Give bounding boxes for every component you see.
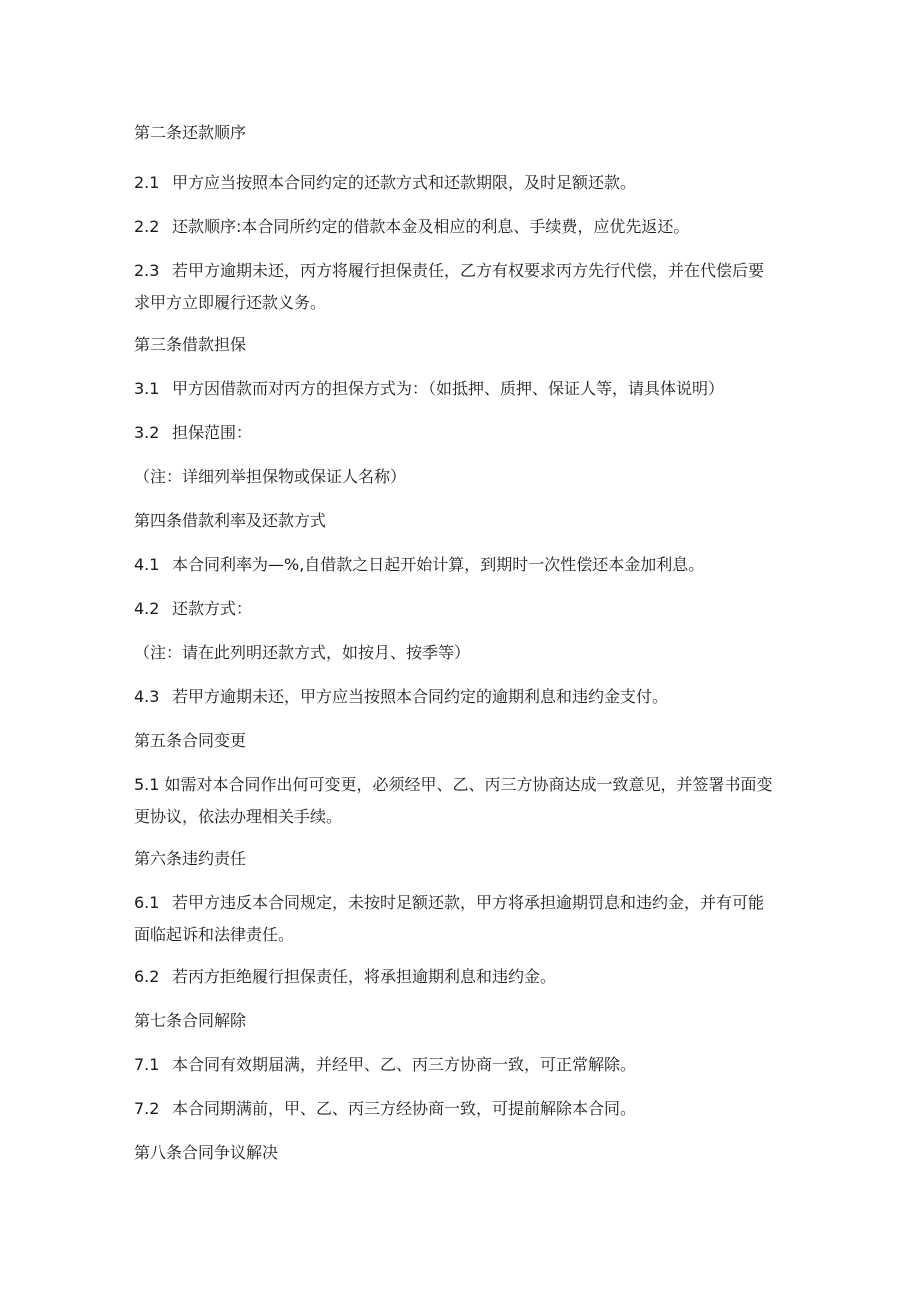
clause-number: 4.1 [134, 555, 160, 574]
clause-number: 2.3 [134, 261, 160, 280]
clause-7-1 [134, 1054, 636, 1076]
clause-6-2 [134, 966, 556, 988]
clause-4-1 [134, 554, 704, 576]
clause-text: 若甲方违反本合同规定，未按时足额还款，甲方将承担逾期罚息和违约金，并有可能面临起诉和法律责任。 [134, 893, 765, 944]
section-heading-7: 第七条合同解除 [134, 1011, 247, 1030]
clause-text: 还款顺序:本合同所约定的借款本金及相应的利息、手续费，应优先返还。 [172, 217, 690, 236]
clause-number: 5.1 [134, 775, 160, 794]
clause-number: 6.2 [134, 967, 160, 986]
clause-number: 3.1 [134, 379, 160, 398]
clause-number: 7.2 [134, 1099, 160, 1118]
clause-number: 2.2 [134, 217, 160, 236]
clause-3-2 [134, 422, 252, 444]
clause-text: 本合同利率为—%,自借款之日起开始计算，到期时一次性偿还本金加利息。 [172, 555, 705, 574]
section-heading-5: 第五条合同变更 [134, 731, 247, 750]
section-heading-2: 第二条还款顺序 [134, 123, 247, 142]
clause-text: 本合同期满前，甲、乙、丙三方经协商一致，可提前解除本合同。 [172, 1099, 637, 1118]
clause-text: 若甲方逾期未还，丙方将履行担保责任，乙方有权要求丙方先行代偿，并在代偿后要求甲方立即履行还款义务。 [134, 261, 765, 312]
clause-7-2 [134, 1098, 636, 1120]
section-heading-6: 第六条违约责任 [134, 849, 247, 868]
clause-number: 4.2 [134, 599, 160, 618]
clause-text: 担保范围： [172, 423, 253, 442]
clause-4-2 [134, 598, 252, 620]
clause-text: 本合同有效期届满，并经甲、乙、丙三方协商一致，可正常解除。 [172, 1055, 637, 1074]
clause-5-1 [134, 769, 774, 833]
clause-3-1 [134, 378, 724, 400]
section-heading-8: 第八条合同争议解决 [134, 1143, 279, 1162]
clause-text: 如需对本合同作出何可变更，必须经甲、乙、丙三方协商达成一致意见，并签署书面变更协议，依法办理相关手续。 [134, 775, 773, 826]
clause-number: 4.3 [134, 687, 160, 706]
clause-text: 若丙方拒绝履行担保责任，将承担逾期利息和违约金。 [172, 967, 557, 986]
note-guarantee: （注：详细列举担保物或保证人名称） [134, 467, 407, 486]
section-heading-3: 第三条借款担保 [134, 335, 247, 354]
clause-2-3 [134, 255, 774, 319]
clause-number: 3.2 [134, 423, 160, 442]
clause-text: 若甲方逾期未还，甲方应当按照本合同约定的逾期利息和违约金支付。 [172, 687, 669, 706]
note-repayment: （注：请在此列明还款方式，如按月、按季等） [134, 643, 471, 662]
clause-2-1 [134, 172, 636, 194]
clause-6-1 [134, 887, 774, 951]
clause-number: 6.1 [134, 893, 160, 912]
clause-text: 甲方因借款而对丙方的担保方式为：（如抵押、质押、保证人等，请具体说明） [172, 379, 725, 398]
clause-number: 7.1 [134, 1055, 160, 1074]
clause-2-2 [134, 216, 689, 238]
clause-text: 还款方式： [172, 599, 253, 618]
clause-4-3 [134, 686, 668, 708]
section-heading-4: 第四条借款利率及还款方式 [134, 511, 327, 530]
clause-number: 2.1 [134, 173, 160, 192]
clause-text: 甲方应当按照本合同约定的还款方式和还款期限，及时足额还款。 [172, 173, 637, 192]
